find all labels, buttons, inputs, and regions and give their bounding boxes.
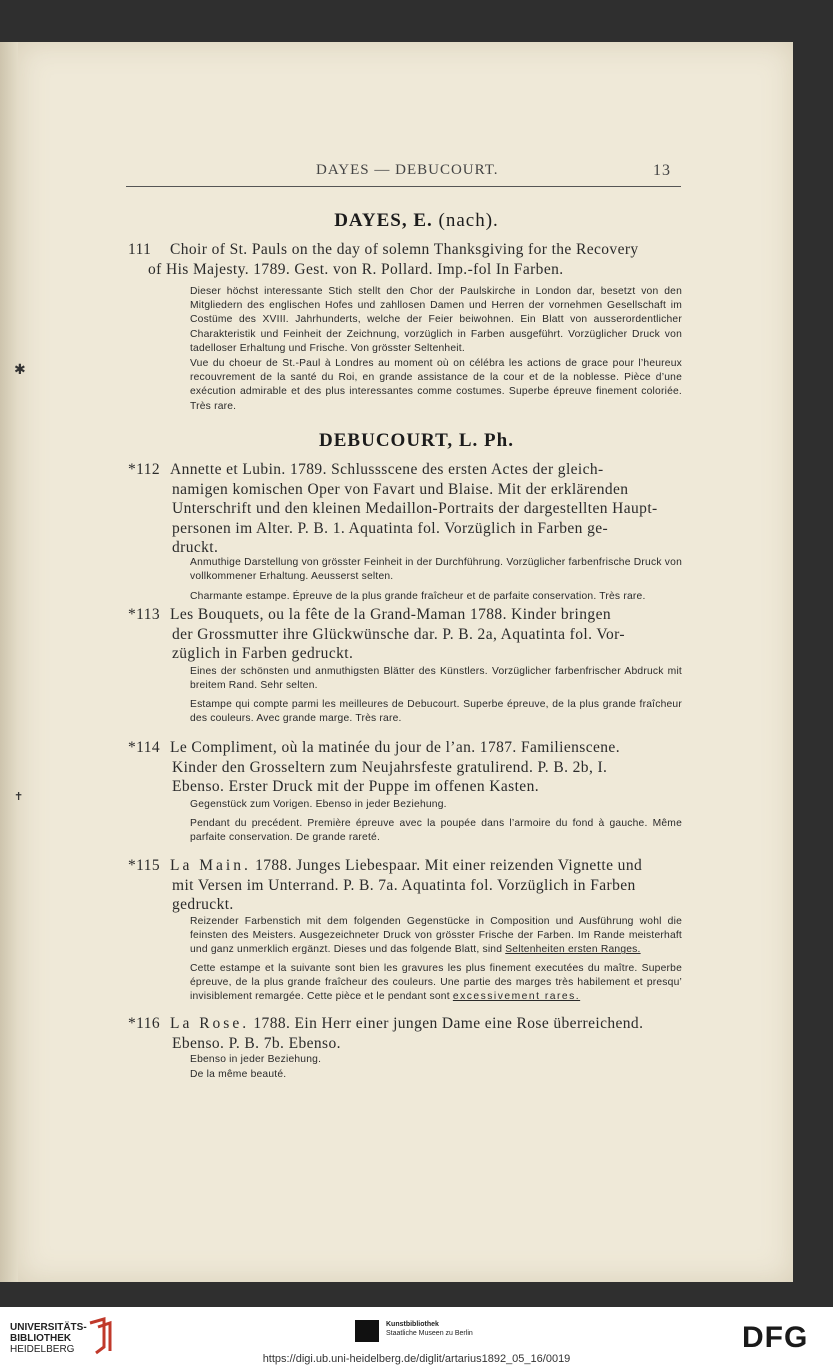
note-fr: De la même beauté. xyxy=(190,1069,287,1080)
entry-number: 111 xyxy=(128,241,152,258)
entry-line: druckt. xyxy=(172,539,219,556)
footer-bar xyxy=(0,1307,833,1368)
entry-line: Kinder den Grosseltern zum Neujahrsfeste gratulirend. P. B. 2b, I. xyxy=(172,758,608,776)
entry-number: *116 xyxy=(128,1015,161,1032)
entry-112 xyxy=(128,460,684,558)
kunstbibliothek-logo-icon xyxy=(355,1320,379,1342)
entry-116 xyxy=(128,1014,684,1053)
entry-111 xyxy=(128,240,684,279)
entry-line: personen im Alter. P. B. 1. Aquatinta fol. Vorzüglich in Farben ge- xyxy=(172,519,609,537)
section-suffix: (nach). xyxy=(438,210,499,231)
source-url[interactable]: https://digi.ub.uni-heidelberg.de/diglit/artarius1892_05_16/0019 xyxy=(262,1353,571,1365)
margin-mark: ✝ xyxy=(14,791,24,803)
entry-line: gedruckt. xyxy=(172,896,234,913)
note-de: Anmuthige Darstellung von grösster Feinheit in der Durchführung. Vorzüglicher farbenfrische Druck von vollkommener Erhaltung. Aeusserst selten. xyxy=(190,557,682,583)
section-title-debucourt xyxy=(0,430,833,452)
entry-line: 1788. Junges Liebespaar. Mit einer reizenden Vignette und xyxy=(255,857,643,874)
note-de xyxy=(190,915,682,958)
note-fr xyxy=(190,962,682,1005)
note-fr: Vue du choeur de St.-Paul à Londres au moment où on célébra les actions de grace pour l’heureux recouvrement de la santé du Roi, en grande assistance de la cour et de la noblesse. Pièce d’une exécution admirable et des plus interessantes comme costumes. Superbe épreuve finement coloriée. Très rare. xyxy=(190,358,682,412)
entry-number: *113 xyxy=(128,606,161,623)
note-emphasis: Seltenheiten ersten Ranges. xyxy=(505,944,641,956)
entry-line: namigen komischen Oper von Favart und Blaise. Mit der erklärenden xyxy=(172,480,629,498)
note-de: Eines der schönsten und anmuthigsten Blätter des Künstlers. Vorzüglicher farbenfrischer Abdruck mit breitem Rand. Sehr selten. xyxy=(190,666,682,692)
entry-number: *114 xyxy=(128,739,161,756)
entry-line: Ebenso. P. B. 7b. Ebenso. xyxy=(172,1034,341,1052)
dfg-logo[interactable]: DFG xyxy=(742,1321,809,1354)
section-name: DEBUCOURT, L. Ph. xyxy=(319,430,514,451)
kunstbibliothek-logo[interactable] xyxy=(386,1320,473,1338)
section-title-dayes xyxy=(0,210,833,232)
logo-text: HEIDELBERG xyxy=(10,1344,75,1355)
entry-114 xyxy=(128,738,684,797)
entry-115 xyxy=(128,856,684,915)
logo-text: BIBLIOTHEK xyxy=(10,1333,72,1344)
entry-line: 1788. Ein Herr einer jungen Dame eine Rose überreichend. xyxy=(253,1015,644,1032)
ub-emblem-icon xyxy=(86,1317,114,1355)
entry-line: züglich in Farben gedruckt. xyxy=(172,645,354,662)
entry-line: Annette et Lubin. 1789. Schlussscene des ersten Actes der gleich- xyxy=(170,461,604,478)
page-number: 13 xyxy=(653,162,671,179)
note-emphasis: excessivement rares. xyxy=(452,991,581,1003)
note-text: Reizender Farbenstich mit dem folgenden Gegenstücke in Composition und Ausführung wohl die feinsten des Meisters. Ausgezeichneter Druck von grösster Frische der Farben. Im Rande meisterhaft und ganz unmerklich ergänzt. Dieses und das folgende Blatt, sind xyxy=(190,916,682,956)
logo-text: Staatliche Museen zu Berlin xyxy=(386,1330,473,1337)
entry-line: of His Majesty. 1789. Gest. von R. Pollard. Imp.-fol In Farben. xyxy=(148,260,564,278)
entry-line: Choir of St. Pauls on the day of solemn Thanksgiving for the Recovery xyxy=(170,241,639,258)
running-title: DAYES — DEBUCOURT. xyxy=(316,162,499,178)
note-de: Dieser höchst interessante Stich stellt den Chor der Paulskirche in London dar, besetzt von den Mitgliedern des englischen Hofes und zahllosen Damen und Herren der vornehmen Gesellschaft im Costüme des XVIII. Jahrhunderts, welche der Feier beiwohnen. Ein Blatt von ausserordentlicher Charakteristik und Feinheit der Zeichnung, vorzüglich in Farben ausgeführt. Vorzüglicher Druck von tadelloser Erhaltung und Frische. Von grösster Seltenheit. xyxy=(190,286,682,354)
note-de: Ebenso in jeder Beziehung. xyxy=(190,1054,322,1065)
entry-line: mit Versen im Unterrand. P. B. 7a. Aquatinta fol. Vorzüglich in Farben xyxy=(172,876,636,894)
logo-text: Kunstbibliothek xyxy=(386,1321,439,1328)
logo-text: UNIVERSITÄTS- xyxy=(10,1322,87,1333)
ub-heidelberg-logo[interactable] xyxy=(10,1322,87,1355)
entry-line: der Grossmutter ihre Glückwünsche dar. P. B. 2a, Aquatinta fol. Vor- xyxy=(172,625,625,643)
entry-title: La Main. xyxy=(170,857,251,874)
entry-title: La Rose. xyxy=(170,1015,250,1032)
entry-line: Les Bouquets, ou la fête de la Grand-Maman 1788. Kinder bringen xyxy=(170,606,611,623)
note-text: Cette estampe et la suivante sont bien les gravures les plus finement executées du maître. Superbe épreuve, de la plus grande fraîcheur des couleurs. Une partie des marges très habilement et presqu’ invisiblement remargée. Cette pièce et le pendant sont xyxy=(190,963,682,1003)
section-name: DAYES, E. xyxy=(334,210,433,231)
entry-number: *115 xyxy=(128,857,161,874)
note-fr: Pendant du precédent. Première épreuve avec la poupée dans l’armoire du fond à gauche. Même parfaite conservation. De grande rareté. xyxy=(190,818,682,844)
note-fr: Charmante estampe. Épreuve de la plus grande fraîcheur et de parfaite conservation. Très rare. xyxy=(190,591,646,602)
entry-line: Unterschrift und den kleinen Medaillon-Portraits der dargestellten Haupt- xyxy=(172,500,658,517)
note-de: Gegenstück zum Vorigen. Ebenso in jeder Beziehung. xyxy=(190,799,447,810)
entry-number: *112 xyxy=(128,461,161,478)
running-header xyxy=(126,160,681,187)
margin-mark: ✱ xyxy=(14,363,26,378)
entry-line: Ebenso. Erster Druck mit der Puppe im offenen Kasten. xyxy=(172,778,539,795)
entry-line: Le Compliment, où la matinée du jour de l’an. 1787. Familienscene. xyxy=(170,739,620,756)
entry-113 xyxy=(128,605,684,664)
note-fr: Estampe qui compte parmi les meilleures de Debucourt. Superbe épreuve, de la plus grande fraîcheur des couleurs. Avec grande marge. Très rare. xyxy=(190,699,682,725)
